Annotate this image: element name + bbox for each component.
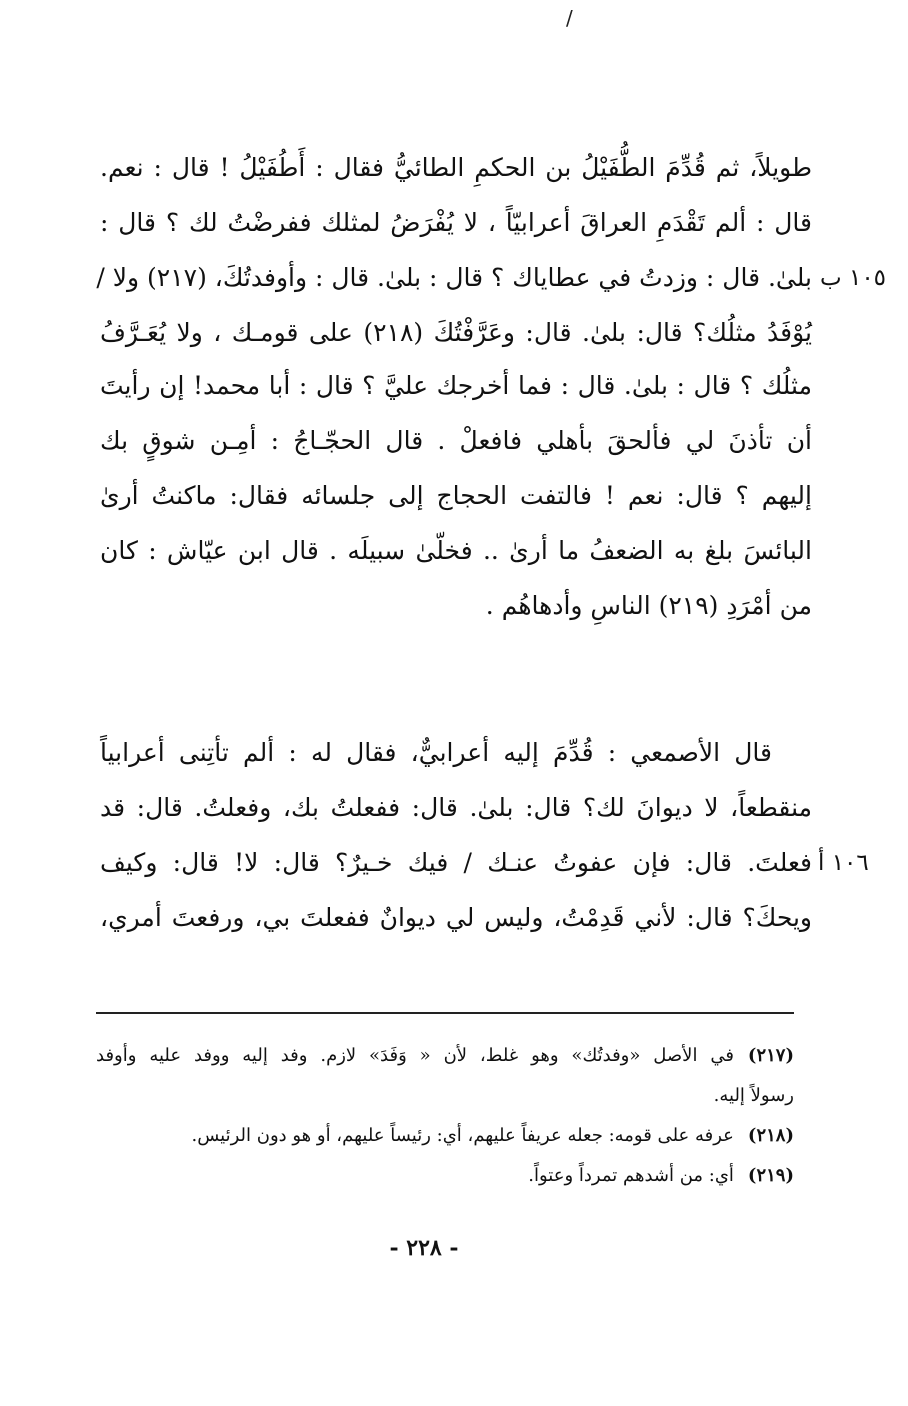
text-line: طويلاً، ثم قُدِّمَ الطُّفَيْلُ بن الحكمِ الطائيُّ فقال : أَطُفَيْلُ ! قال : نعم. (100, 153, 812, 182)
text-line: إليهم ؟ قال: نعم ! فالتفت الحجاج إلى جلسائه فقال: ماكنتُ أرىٰ (100, 481, 812, 510)
text-line: ويحكَ؟ قال: لأني قَدِمْتُ، وليس لي ديوانٌ ففعلتَ بي، ورفعتَ أمري، (100, 903, 812, 932)
folio-marker-105: ١٠٥ ب (820, 265, 887, 291)
footnote-separator (96, 1012, 794, 1014)
text-line: منقطعاً، لا ديوانَ لك؟ قال: بلىٰ. قال: ففعلتُ بك، وفعلتُ. قال: قد (100, 793, 812, 822)
text-line: البائسَ بلغ به الضعفُ ما أرىٰ .. فخلّىٰ سبيلَه . قال ابن عيّاش : كان (100, 536, 812, 565)
text-line: فعلتَ. قال: فإن عفوتُ عنـك / فيك خـيرٌ؟ قال: لا! قال: وكيف (100, 848, 812, 877)
footnote-text: رسولاً إليه. (713, 1085, 794, 1106)
top-margin-mark: / (566, 6, 573, 30)
footnote-number: (٢١٨) (747, 1125, 794, 1146)
footnote-219 (96, 1160, 794, 1192)
page-number: - ٢٢٨ - (389, 1235, 459, 1261)
text-line: أن تأذنَ لي فألحقَ بأهلي فافعلْ . قال الحجّـاجُ : أمِـن شوقٍ بك (100, 426, 812, 455)
text-line: مثلُك ؟ قال : بلىٰ. قال : فما أخرجك عليَّ ؟ قال : أبا محمد! إن رأيتَ (100, 371, 812, 400)
folio-marker-106: ١٠٦ أ (818, 850, 869, 876)
footnote-number: (٢١٩) (747, 1165, 794, 1186)
text-line: قال : ألم تَقْدَمِ العراقَ أعرابيّاً ، لا يُفْرَضُ لمثلك ففرضْتُ لك ؟ قال : (100, 208, 812, 237)
footnote-217 (96, 1040, 794, 1072)
text-line: يُوْفَدُ مثلُك؟ قال: بلىٰ. قال: وعَرَّفْتُكَ (٢١٨) على قومـك ، ولا يُعَـرَّفُ (100, 318, 812, 347)
footnote-text: في الأصل «وفدتُك» وهو غلط، لأن « وَفَدَ» لازم. وفد إليه ووفد عليه وأوفد (96, 1045, 734, 1066)
footnote-218 (96, 1120, 794, 1152)
footnote-number: (٢١٧) (747, 1045, 794, 1066)
text-line: من أمْرَدِ (٢١٩) الناسِ وأدهاهُم . (485, 591, 812, 620)
footnote-text: أي: من أشدهم تمرداً وعتواً. (528, 1165, 734, 1186)
footnote-217-continued (96, 1080, 794, 1112)
text-line: قال الأصمعي : قُدِّمَ إليه أعرابيٌّ، فقال له : ألم تأتِنى أعرابياً (100, 738, 772, 767)
footnote-text: عرفه على قومه: جعله عريفاً عليهم، أي: رئيساً عليهم، أو هو دون الرئيس. (191, 1125, 734, 1146)
text-line: بلىٰ. قال : وزدتُ في عطاياك ؟ قال : بلىٰ. قال : وأوفدتُكَ، (٢١٧) ولا / (96, 263, 812, 292)
